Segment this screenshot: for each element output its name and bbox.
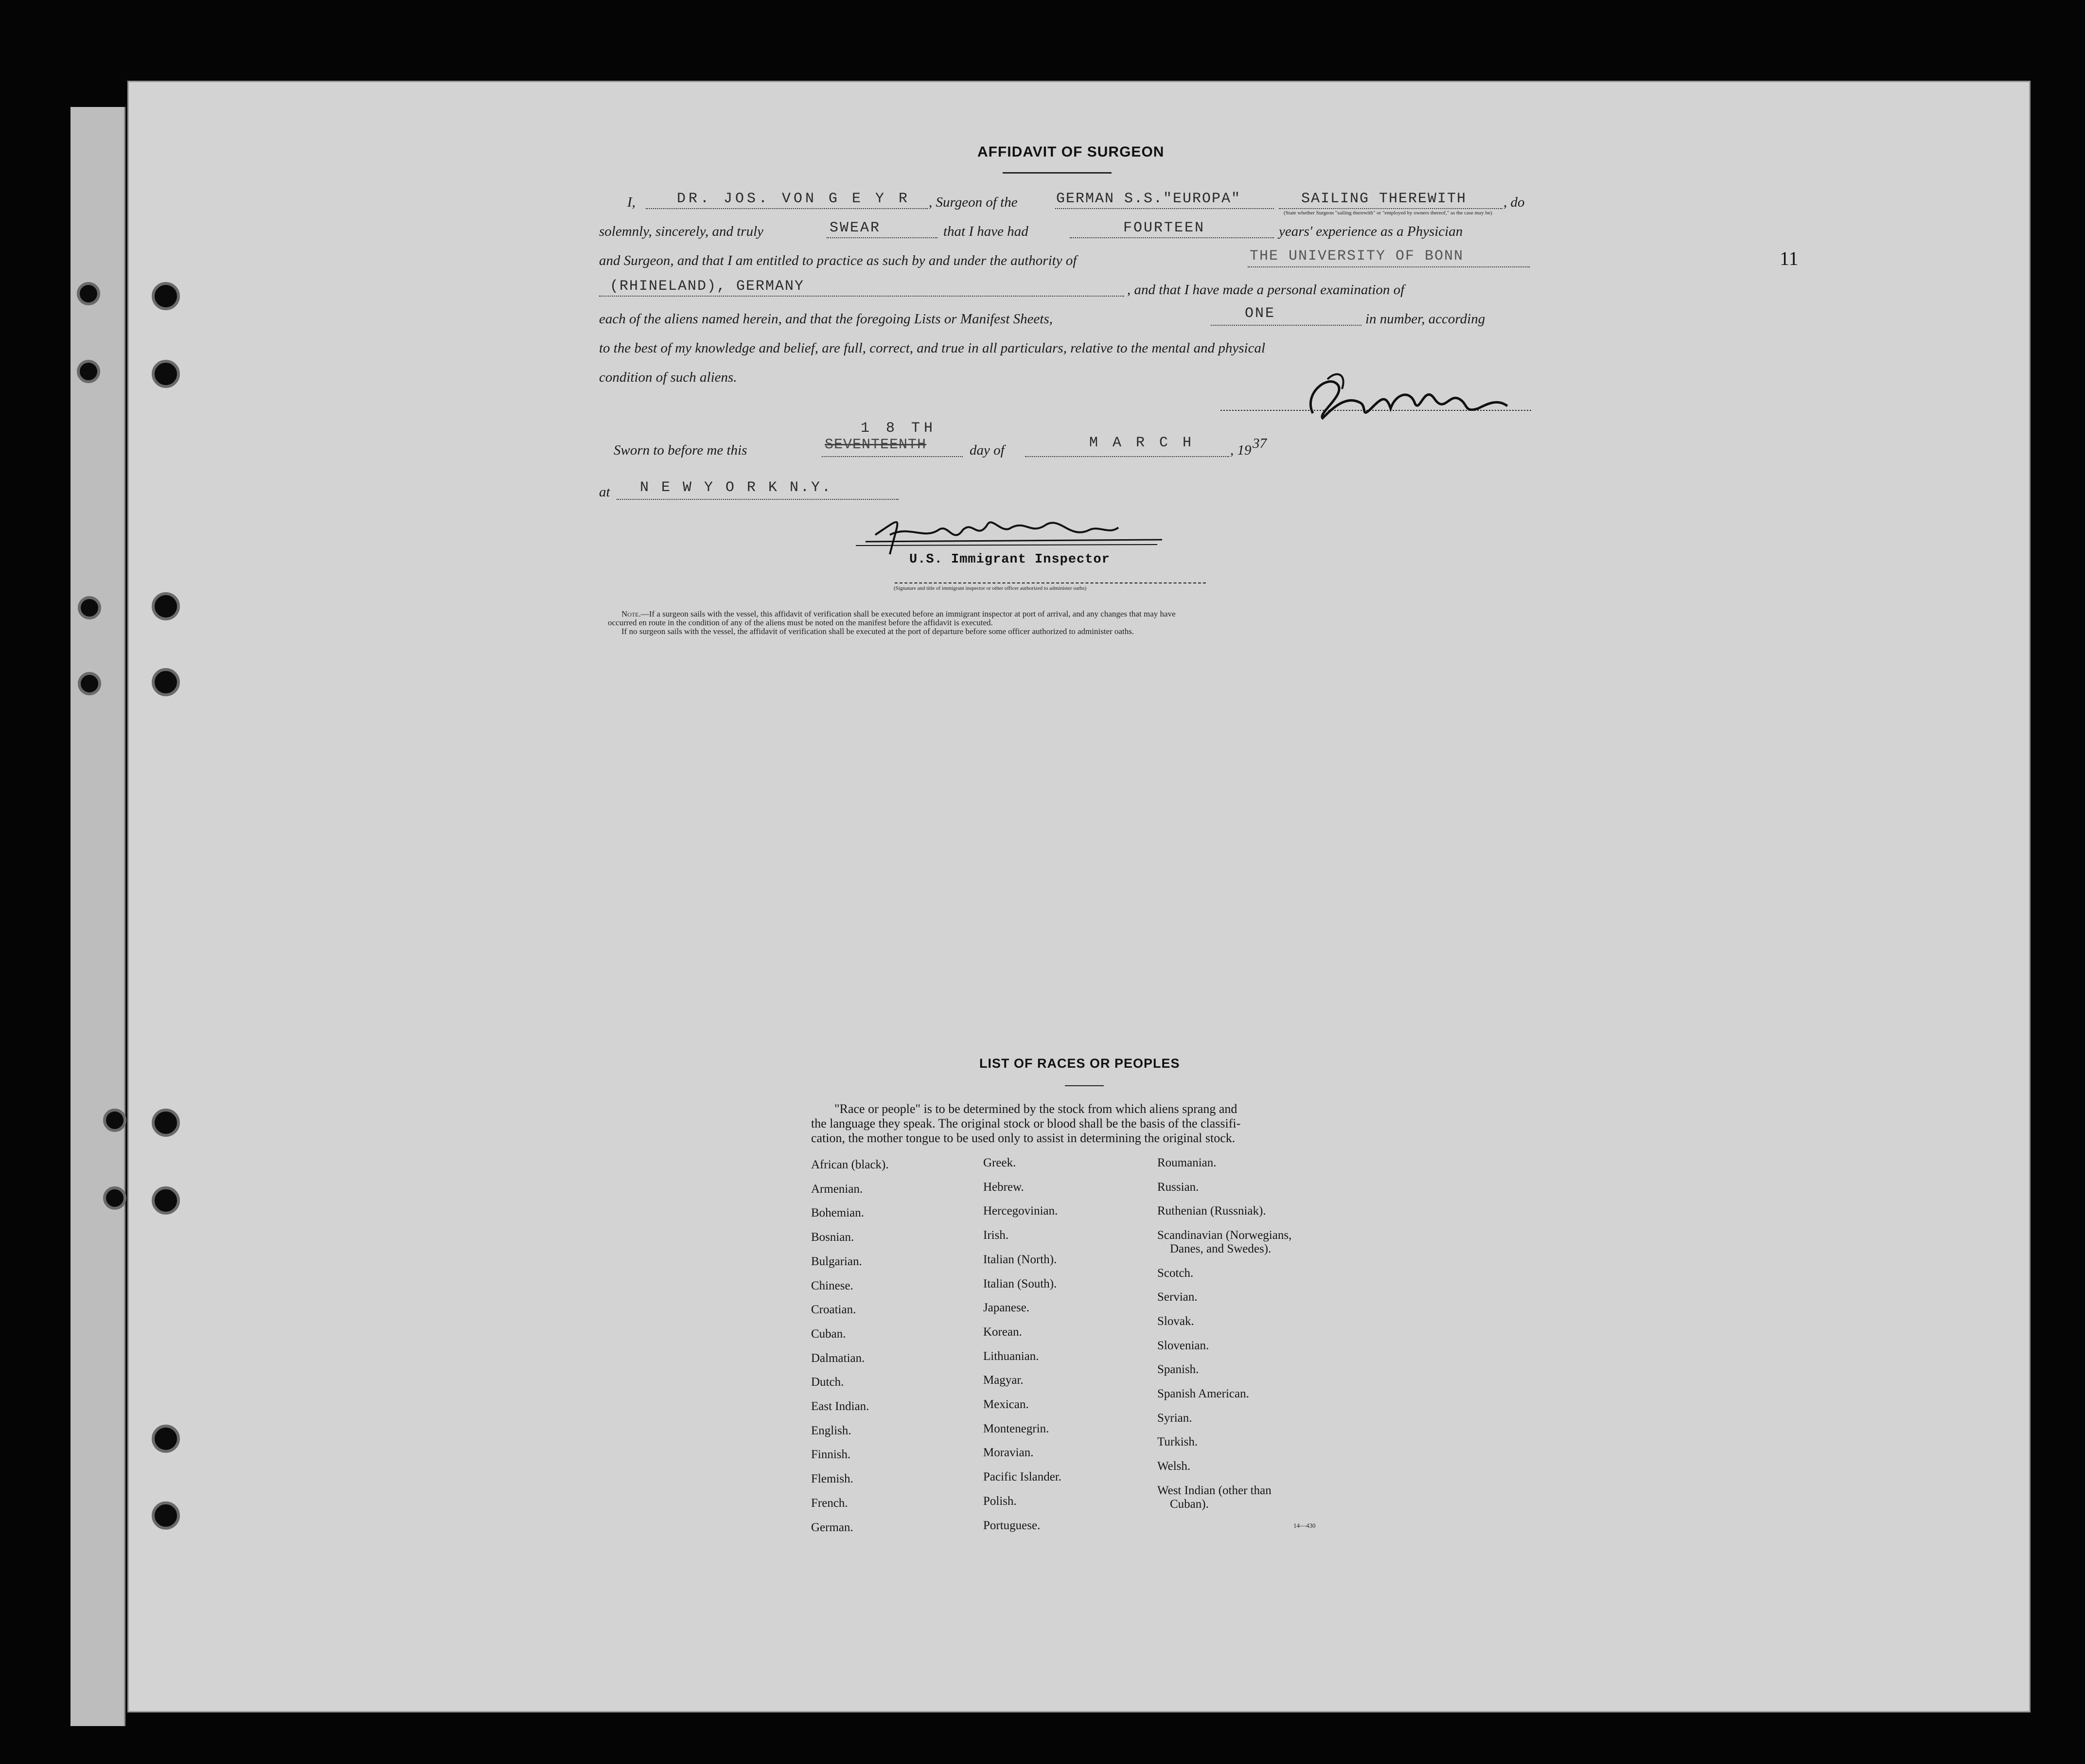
races-intro-2: the language they speak. The original stock or blood shall be the basis of the classifi-: [811, 1116, 1241, 1130]
race-item: African (black).: [811, 1158, 889, 1171]
race-item: Japanese.: [983, 1301, 1030, 1315]
binder-hole: [78, 596, 101, 619]
race-item: Lithuanian.: [983, 1349, 1039, 1363]
title-underline: [1003, 172, 1112, 174]
sailing-line: [1279, 208, 1502, 209]
race-item: Bosnian.: [811, 1231, 854, 1244]
day-of-text: day of: [970, 442, 1005, 458]
race-item: Greek.: [983, 1156, 1016, 1169]
race-item: Portuguese.: [983, 1518, 1041, 1532]
at-text: at: [599, 484, 610, 500]
binder-hole: [78, 672, 101, 695]
surgeon-name: DR. JOS. VON G E Y R: [677, 191, 911, 207]
race-item: Slovak.: [1157, 1314, 1194, 1328]
race-item: Moravian.: [983, 1446, 1034, 1460]
years-count: FOURTEEN: [1123, 220, 1205, 236]
sailing-status: SAILING THEREWITH: [1301, 191, 1467, 207]
races-intro-3: cation, the mother tongue to be used only to assist in determining the original stock.: [811, 1131, 1236, 1145]
each-of-text: each of the aliens named herein, and that the foregoing Lists or Manifest Sheets,: [599, 311, 1053, 327]
sworn-text: Sworn to before me this: [614, 442, 747, 458]
race-item: Chinese.: [811, 1279, 853, 1292]
page-number: 11: [1780, 247, 1799, 269]
place: N E W Y O R K N.Y.: [640, 479, 833, 496]
binder-hole: [152, 282, 180, 310]
race-item: Flemish.: [811, 1472, 853, 1486]
races-title: LIST OF RACES OR PEOPLES: [979, 1056, 1180, 1071]
surgeon-signature: [1216, 365, 1537, 428]
authority-line-1: [1248, 266, 1530, 267]
year-suffix: 37: [1253, 436, 1267, 451]
authority-line-2: [599, 296, 1124, 297]
best-of-text: to the best of my knowledge and belief, are full, correct, and true in all particulars, relative to the mental and physical: [599, 340, 1266, 356]
note-lead: Note.: [621, 609, 641, 618]
inspector-note: (Signature and title of immigrant inspector or other officer authorized to administer oaths): [894, 585, 1087, 591]
race-item: Magyar.: [983, 1374, 1024, 1387]
race-item: Ruthenian (Russniak).: [1157, 1204, 1266, 1218]
race-item: Cuban).: [1170, 1497, 1209, 1511]
binder-hole: [103, 1109, 126, 1132]
race-item: Roumanian.: [1157, 1156, 1217, 1169]
document-page: [127, 81, 2031, 1712]
years-line: [1070, 237, 1274, 238]
race-item: West Indian (other than: [1157, 1483, 1272, 1497]
race-item: Korean.: [983, 1325, 1022, 1339]
race-item: Montenegrin.: [983, 1422, 1049, 1435]
races-title-underline: [1065, 1085, 1104, 1086]
binder-hole: [103, 1186, 126, 1210]
race-item: Cuban.: [811, 1327, 846, 1341]
race-item: Italian (North).: [983, 1252, 1057, 1266]
race-item: Pacific Islander.: [983, 1470, 1062, 1484]
sheets-count: ONE: [1245, 305, 1276, 322]
note-line-1: —If a surgeon sails with the vessel, this affidavit of verification shall be executed before an immigrant inspector at port of arrival, and any changes that may have: [640, 609, 1176, 618]
day-typed: 1 8 TH: [861, 420, 937, 437]
in-number-text: in number, according: [1365, 311, 1485, 327]
authority-2: (RHINELAND), GERMANY: [610, 278, 805, 295]
race-item: Spanish American.: [1157, 1387, 1249, 1400]
oath-word: SWEAR: [830, 220, 881, 236]
binder-hole: [152, 360, 180, 388]
sheets-line: [1211, 325, 1361, 326]
day-struck: SEVENTEENTH: [825, 437, 927, 453]
binder-hole: [152, 668, 180, 696]
race-item: Russian.: [1157, 1180, 1199, 1194]
race-item: Scandinavian (Norwegians,: [1157, 1229, 1292, 1242]
race-item: Irish.: [983, 1229, 1009, 1242]
race-item: Bulgarian.: [811, 1254, 862, 1268]
race-item: Slovenian.: [1157, 1339, 1209, 1352]
affidavit-title: AFFIDAVIT OF SURGEON: [977, 144, 1165, 160]
binder-hole: [152, 1109, 180, 1137]
day-line: [822, 456, 963, 457]
i-label: I,: [627, 194, 636, 210]
and-surgeon-text: and Surgeon, and that I am entitled to practice as such by and under the authority of: [599, 253, 1077, 268]
race-item: Welsh.: [1157, 1460, 1191, 1473]
race-item: East Indian.: [811, 1400, 869, 1413]
race-item: English.: [811, 1424, 851, 1437]
inspector-title: U.S. Immigrant Inspector: [909, 552, 1110, 567]
note-block: [621, 610, 1176, 618]
solemnly-text: solemnly, sincerely, and truly: [599, 224, 764, 239]
race-item: Hebrew.: [983, 1180, 1024, 1194]
note-line-2: occurred en route in the condition of any of the aliens must be noted on the manifest before the affidavit is executed.: [608, 618, 993, 627]
race-item: Servian.: [1157, 1290, 1198, 1304]
binder-hole: [77, 282, 100, 305]
oath-line: [827, 237, 937, 238]
vessel-name: GERMAN S.S."EUROPA": [1056, 191, 1241, 207]
race-item: Armenian.: [811, 1182, 863, 1196]
sailing-note: (State whether Surgeon "sailing therewith" or "employed by owners thereof," as the case may be): [1284, 210, 1492, 216]
place-line: [617, 499, 899, 500]
race-item: French.: [811, 1496, 848, 1510]
race-item: German.: [811, 1520, 853, 1534]
binder-hole: [152, 1425, 180, 1453]
binder-hole: [77, 360, 100, 383]
race-item: Dutch.: [811, 1376, 844, 1389]
race-item: Scotch.: [1157, 1266, 1194, 1280]
race-item: Croatian.: [811, 1303, 856, 1317]
binder-hole: [152, 1501, 180, 1530]
race-item: Mexican.: [983, 1398, 1029, 1411]
race-item: Dalmatian.: [811, 1351, 865, 1365]
month-line: [1025, 456, 1229, 457]
personal-exam-text: , and that I have made a personal examination of: [1127, 282, 1405, 298]
race-item: Hercegovinian.: [983, 1204, 1058, 1218]
authority-1: THE UNIVERSITY OF BONN: [1250, 248, 1464, 265]
year-prefix: , 19: [1230, 442, 1252, 458]
races-intro-1: "Race or people" is to be determined by the stock from which aliens sprang and: [834, 1102, 1237, 1116]
binder-hole: [152, 592, 180, 620]
inspector-line: [895, 582, 1206, 583]
race-item: Polish.: [983, 1494, 1017, 1508]
inspector-signature: [846, 506, 1177, 559]
form-number: 14—430: [1293, 1522, 1316, 1529]
binder-hole: [152, 1186, 180, 1215]
years-experience-text: years' experience as a Physician: [1279, 224, 1463, 239]
do-text: , do: [1503, 194, 1525, 210]
month: M A R C H: [1089, 435, 1195, 451]
binding-strip: [71, 107, 125, 1726]
vessel-line: [1055, 208, 1274, 209]
race-item: Finnish.: [811, 1448, 851, 1462]
that-i-have-text: that I have had: [943, 224, 1028, 239]
name-line: [646, 208, 928, 209]
race-item: Italian (South).: [983, 1277, 1057, 1290]
race-item: Bohemian.: [811, 1206, 865, 1220]
race-item: Danes, and Swedes).: [1170, 1242, 1272, 1255]
surgeon-of-text: , Surgeon of the: [929, 194, 1018, 210]
condition-text: condition of such aliens.: [599, 370, 737, 385]
race-item: Spanish.: [1157, 1363, 1199, 1376]
race-item: Turkish.: [1157, 1435, 1198, 1449]
note-line-3: If no surgeon sails with the vessel, the affidavit of verification shall be executed at the port of departure before some officer authorized to administer oaths.: [621, 627, 1134, 636]
race-item: Syrian.: [1157, 1411, 1192, 1425]
